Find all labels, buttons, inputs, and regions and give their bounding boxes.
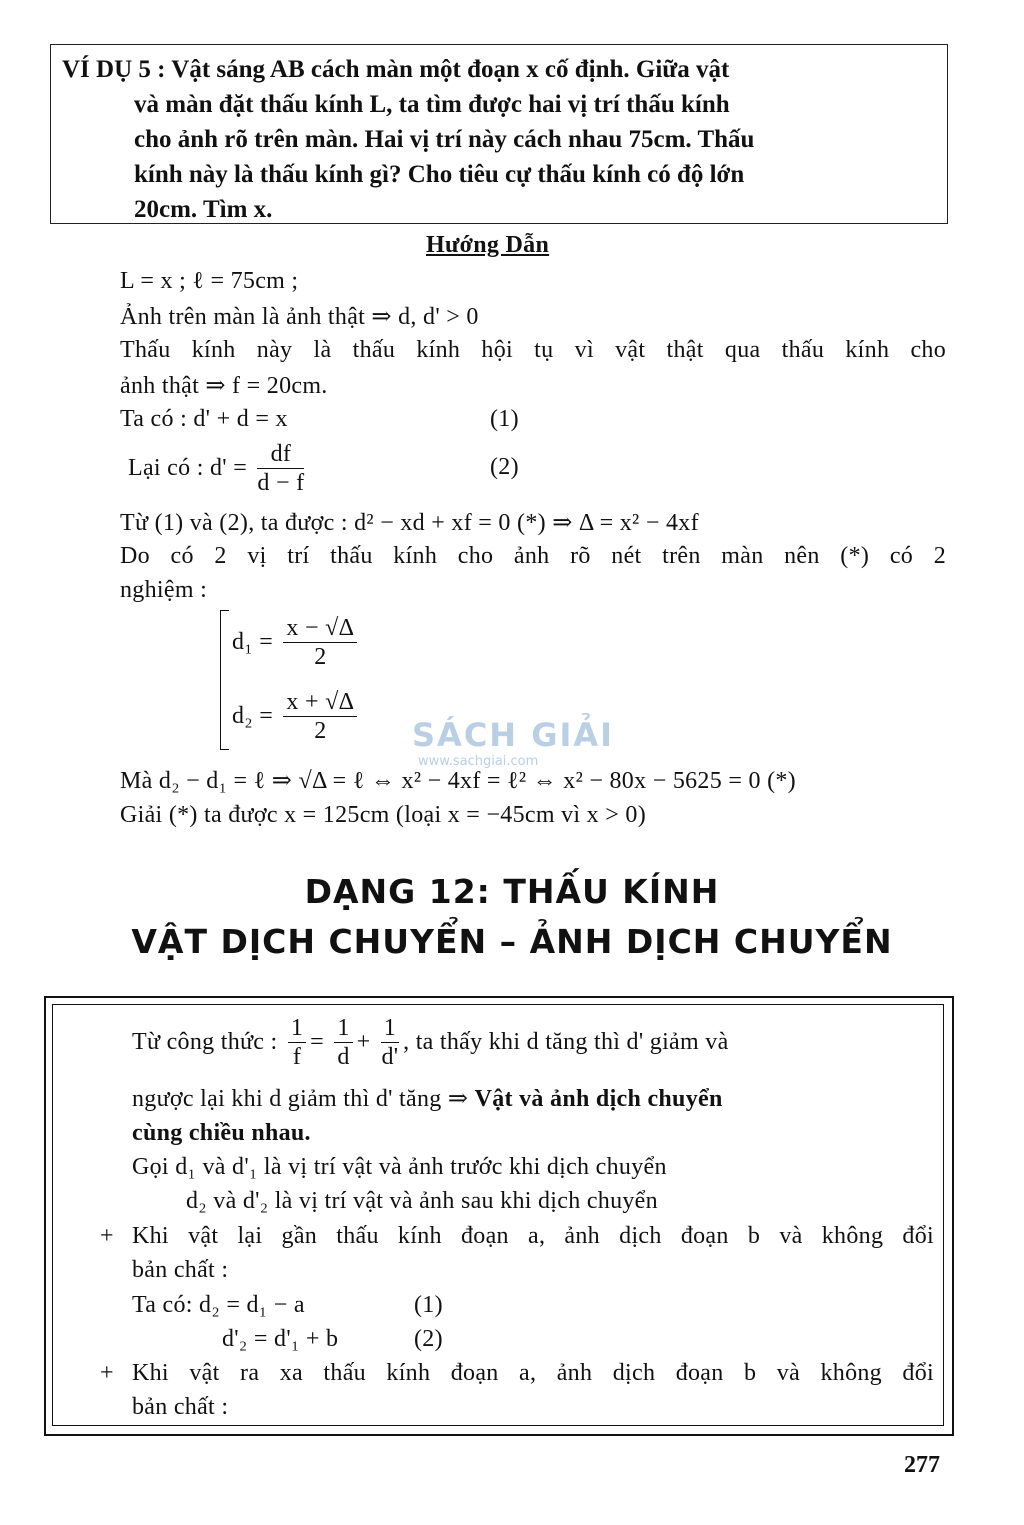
fraction-1dp-denominator: d' bbox=[381, 1044, 399, 1070]
case-2-line-2: bản chất : bbox=[132, 1394, 229, 1420]
watermark-url: www.sachgiai.com bbox=[418, 754, 539, 769]
formula-line-3: cùng chiều nhau. bbox=[132, 1120, 311, 1146]
fraction-one-over-f bbox=[288, 1014, 306, 1071]
guide-line-9: nghiệm : bbox=[120, 577, 208, 603]
guide-line-10: Mà d₂ − d₁ = ℓ ⇒ √Δ = ℓ ⇔ x² − 4xf = ℓ² ⇔ x² − 80x − 5625 = 0 (*) bbox=[120, 768, 796, 794]
case-1-equation-1: Ta có: d₂ = d₁ − a bbox=[132, 1292, 305, 1318]
bullet-case-1: + bbox=[100, 1223, 114, 1249]
fraction-1f-numerator: 1 bbox=[288, 1014, 306, 1043]
watermark-title: SÁCH GIẢI bbox=[412, 716, 615, 754]
fraction-one-over-d bbox=[334, 1014, 352, 1071]
formula-line-2 bbox=[132, 1084, 723, 1113]
guide-line-3: Thấu kính này là thấu kính hội tụ vì vật thật qua thấu kính cho bbox=[120, 337, 946, 363]
guide-line-5: Ta có : d' + d = x bbox=[120, 406, 288, 432]
system-bracket bbox=[220, 610, 229, 750]
example-line-1: VÍ DỤ 5 : Vật sáng AB cách màn một đoạn x cố định. Giữa vật bbox=[62, 56, 730, 83]
guide-line-2: Ảnh trên màn là ảnh thật ⇒ d, d' > 0 bbox=[120, 304, 479, 330]
watermark-logo bbox=[412, 716, 632, 796]
root-d2-fraction bbox=[283, 688, 357, 745]
root-d1-denominator: 2 bbox=[314, 644, 327, 670]
page-number: 277 bbox=[904, 1452, 940, 1478]
formula-line-4: Gọi d₁ và d'₁ là vị trí vật và ảnh trước khi dịch chuyển bbox=[132, 1154, 667, 1180]
formula-line-2-bold: Vật và ảnh dịch chuyển bbox=[474, 1086, 723, 1112]
formula-prefix: Từ công thức : bbox=[132, 1029, 278, 1055]
case-1-equation-number-1: (1) bbox=[414, 1292, 443, 1318]
fraction-df-numerator: df bbox=[257, 440, 304, 469]
guide-line-6-prefix: Lại có : d' = bbox=[128, 455, 248, 481]
example-line-3: cho ảnh rõ trên màn. Hai vị trí này cách nhau 75cm. Thấu bbox=[134, 126, 755, 153]
guide-line-4: ảnh thật ⇒ f = 20cm. bbox=[120, 373, 328, 399]
fraction-1d-numerator: 1 bbox=[334, 1014, 352, 1043]
section-heading-line-1: DẠNG 12: THẤU KÍNH bbox=[304, 872, 720, 911]
fraction-df bbox=[257, 440, 304, 497]
root-d2-denominator: 2 bbox=[314, 718, 327, 744]
case-2-line-1: Khi vật ra xa thấu kính đoạn a, ảnh dịch đoạn b và không đổi bbox=[132, 1360, 934, 1386]
fraction-1dp-numerator: 1 bbox=[381, 1014, 399, 1043]
fraction-one-over-dprime bbox=[381, 1014, 399, 1071]
section-heading-line-2: VẬT DỊCH CHUYỂN – ẢNH DỊCH CHUYỂN bbox=[131, 922, 893, 961]
case-1-line-2: bản chất : bbox=[132, 1257, 229, 1283]
example-text bbox=[62, 52, 936, 227]
case-1-equation-number-2: (2) bbox=[414, 1326, 443, 1352]
plus-sign: + bbox=[356, 1029, 371, 1055]
formula-line-2-text: ngược lại khi d giảm thì d' tăng ⇒ bbox=[132, 1086, 469, 1112]
root-d1-fraction bbox=[283, 614, 357, 671]
fraction-1d-denominator: d bbox=[337, 1044, 350, 1070]
fraction-1f-denominator: f bbox=[292, 1044, 302, 1070]
guide-line-7: Từ (1) và (2), ta được : d² − xd + xf = 0 (*) ⇒ Δ = x² − 4xf bbox=[120, 510, 699, 536]
case-1-line-1: Khi vật lại gần thấu kính đoạn a, ảnh dịch đoạn b và không đổi bbox=[132, 1223, 934, 1249]
equals-sign: = bbox=[310, 1029, 324, 1055]
fraction-df-denominator: d − f bbox=[257, 470, 305, 496]
equation-number-2: (2) bbox=[490, 454, 519, 480]
case-1-equation-2: d'₂ = d'₁ + b bbox=[222, 1326, 339, 1352]
formula-lens-equation bbox=[132, 1014, 729, 1071]
guide-line-8: Do có 2 vị trí thấu kính cho ảnh rõ nét trên màn nên (*) có 2 bbox=[120, 543, 946, 569]
guide-line-1: L = x ; ℓ = 75cm ; bbox=[120, 268, 299, 294]
root-d1 bbox=[232, 614, 361, 671]
example-line-4: kính này là thấu kính gì? Cho tiêu cự thấu kính có độ lớn bbox=[134, 161, 745, 188]
formula-suffix: , ta thấy khi d tăng thì d' giảm và bbox=[403, 1029, 729, 1055]
guide-title: Hướng Dẫn bbox=[426, 232, 550, 258]
example-line-2: và màn đặt thấu kính L, ta tìm được hai vị trí thấu kính bbox=[134, 91, 730, 118]
root-d1-numerator: x − √Δ bbox=[283, 614, 357, 643]
root-d1-label: d₁ = bbox=[232, 629, 274, 655]
root-d2-label: d₂ = bbox=[232, 703, 274, 729]
guide-line-11: Giải (*) ta được x = 125cm (loại x = −45cm vì x > 0) bbox=[120, 802, 646, 828]
root-d2 bbox=[232, 688, 361, 745]
equation-number-1: (1) bbox=[490, 406, 519, 432]
root-d2-numerator: x + √Δ bbox=[283, 688, 357, 717]
bullet-case-2: + bbox=[100, 1360, 114, 1386]
example-line-5: 20cm. Tìm x. bbox=[134, 196, 273, 223]
formula-line-5: d₂ và d'₂ là vị trí vật và ảnh sau khi dịch chuyển bbox=[186, 1188, 658, 1214]
guide-line-6 bbox=[128, 440, 308, 497]
